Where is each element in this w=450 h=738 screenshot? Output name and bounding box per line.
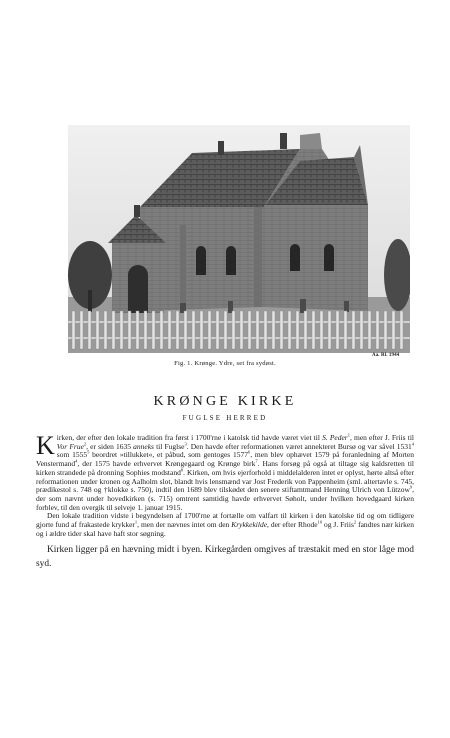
article-body: [36, 431, 415, 572]
district-subtitle: FUGLSE HERRED: [182, 414, 268, 422]
tradition-paragraph: Den lokale tradition vidste i begyndelsen af 1700'rne at fortælle om valfart til kirken i den katolske tid og om tidligere gjorte fund af frakastede krykker$^1$, men der nævnes intet om den Krykkekilde, der efter Rhode$^{10}$ og J. Friis$^2$ fandtes nær kirken og i ældre tider skal have haft stor søgning.: [36, 511, 414, 538]
church-title: KRØNGE KIRKE: [153, 394, 297, 409]
photo-credit: Aa. Rl. 1944: [372, 353, 400, 358]
church-photo-drawing: [68, 125, 410, 353]
history-paragraph: Kirken, der efter den lokale tradition fra først i 1700'rne i katolsk tid havde været viet til S. Peder$^1$, men efter J. Friis til Vor Frue$^2$, er siden 1635 anneks til Fuglse$^3$. Den havde efter reformationen været annekteret Bursø og var såvel 1531$^4$ som 1555$^5$ beordret »tillukket«, et påbud, som gentoges 1577$^6$, men blev ophævet 1579 på foranledning af Morten Venstermand$^4$, der 1575 havde erhvervet Krøngegaard og Krønge birk$^7$. Hans forsøg på også at tiltage sig kaldsretten til kirken strandede på dronning Sophies modstand$^8$. Kirken, om hvis ejerforhold i middelalderen intet er oplyst, hørte altså efter reformationen under kronen og Aalholm slot, blandt hvis lensmænd var Jost Frederik von Pappenheim (sml. altertavle s. 745, prædikestol s. 748 og †klokke s. 750), indtil den 1689 blev tilskødet den senere stiftamtmand Henning Ulrich von Lützow$^9$, der som nævnt under hovedkirken (s. 715) omtrent samtidig havde erhvervet Søholt, under hvilken hovedgaard kirken forblev, til den overgik til selveje 1. januar 1915.: [36, 431, 415, 512]
drop-cap: K: [36, 431, 55, 460]
location-paragraph: Kirken ligger på en hævning midt i byen. Kirkegården omgives af træstakit med en stor låge mod syd.: [36, 545, 414, 570]
church-photograph: [68, 125, 410, 353]
figure-caption: Fig. 1. Krønge. Ydre, set fra sydøst.: [174, 360, 276, 367]
